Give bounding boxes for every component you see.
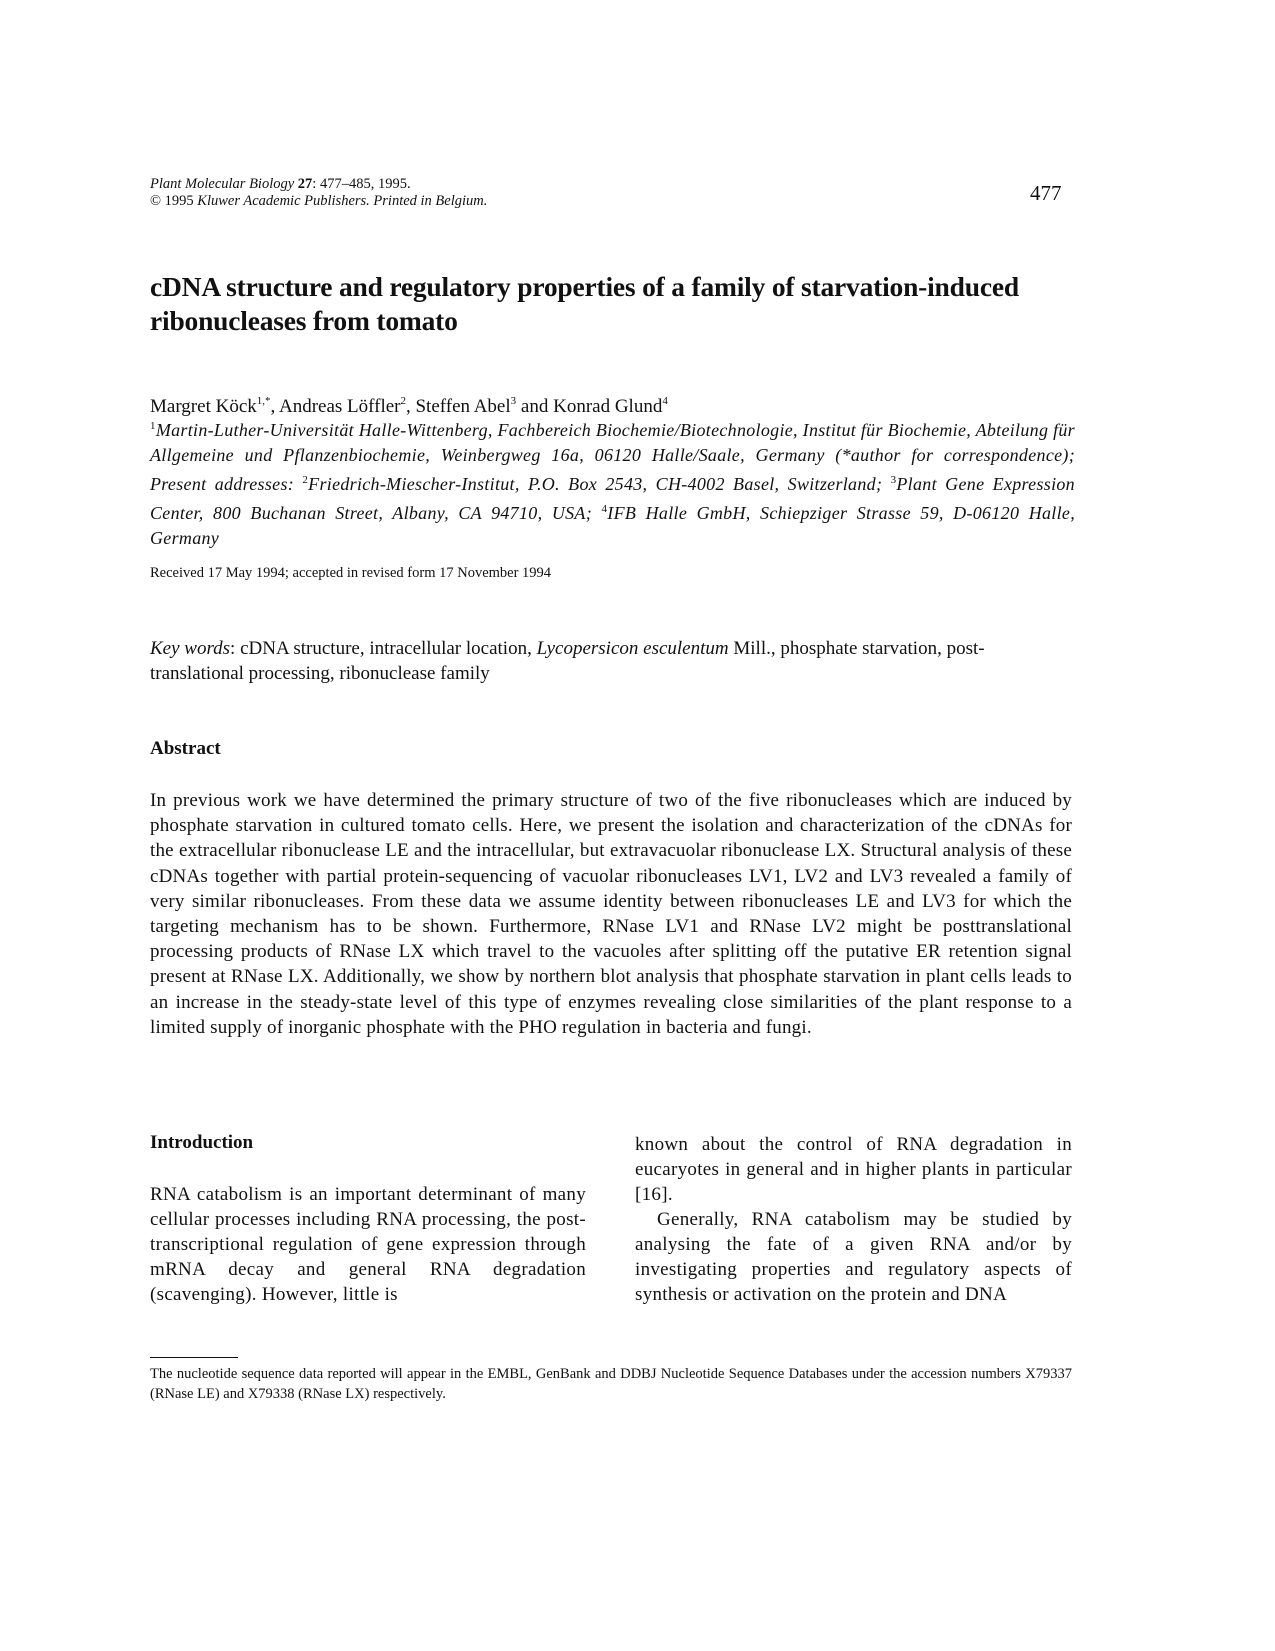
abstract-text: In previous work we have determined the primary structure of two of the five ribonucleases which are induced by phosphate starvation in cultured tomato cells. Here, we present the isolation and characterization of the cDNAs for the extracellular ribonuclease LE and the intracellular, but extravacuolar ribonuclease LX. Structural analysis of these cDNAs together with partial protein-sequencing of vacuolar ribonucleases LV1, LV2 and LV3 revealed a family of very similar ribonucleases. From these data we assume identity between ribonucleases LE and LV3 for which the targeting mechanism has to be shown. Furthermore, RNase LV1 and RNase LV2 might be posttranslational processing products of RNase LX which travel to the vacuoles after splitting off the putative ER retention signal present at RNase LX. Additionally, we show by northern blot analysis that phosphate starvation in plant cells leads to an increase in the steady-state level of this type of enzymes revealing close similarities of the plant response to a limited supply of inorganic phosphate with the PHO regulation in bacteria and fungi. bbox=[150, 790, 1072, 1038]
affiliation-3: Plant Gene Expression Center, 800 Buchanan Street, Albany, CA 94710, USA; bbox=[150, 474, 1075, 523]
author: Konrad Glund bbox=[553, 396, 663, 417]
paragraph: known about the control of RNA degradation in eucaryotes in general and in higher plants in particular [16]. bbox=[635, 1134, 1072, 1205]
author: Margret Köck bbox=[150, 396, 257, 417]
received-dates: Received 17 May 1994; accepted in revised form 17 November 1994 bbox=[150, 565, 552, 581]
paper-title: cDNA structure and regulatory properties of a family of starvation-induced ribonucleases from tomato bbox=[150, 271, 1019, 336]
affiliation-4: IFB Halle GmbH, Schiepziger Strasse 59, D-06120 Halle, Germany bbox=[150, 503, 1075, 548]
introduction-right-column bbox=[635, 1132, 1072, 1307]
author-sup: 4 bbox=[662, 395, 668, 407]
journal-line-1 bbox=[150, 176, 487, 193]
paragraph: RNA catabolism is an important determinant of many cellular processes including RNA processing, the post-transcriptional regulation of gene expression through mRNA decay and general RNA degradation (scavenging). However, little is bbox=[150, 1184, 586, 1305]
journal-line-2 bbox=[150, 193, 487, 210]
journal-pages-year: : 477–485, 1995. bbox=[312, 176, 411, 192]
journal-volume: 27 bbox=[297, 176, 313, 192]
keywords-species: Lycopersicon esculentum bbox=[536, 638, 729, 659]
author-list: Margret Köck$^{1,*}$, Andreas Löffler$^2$, Steffen Abel$^3$ and Konrad Glund$^4$ bbox=[150, 395, 668, 417]
journal-citation bbox=[150, 176, 487, 210]
author: Andreas Löffler bbox=[278, 396, 401, 417]
copyright: © 1995 bbox=[150, 193, 194, 209]
author: Steffen Abel bbox=[415, 396, 511, 417]
page-number: 477 bbox=[1030, 181, 1062, 205]
affiliations: $^1$Martin-Luther-Universität Halle-Wittenberg, Fachbereich Biochemie/Biotechnologie, Institut für Biochemie, Abteilung für Allgemeine und Pflanzenbiochemie, Weinbergweg 16a, 06120 Halle/Saale, Germany (*author for correspondence); Present addresses: $^2$Friedrich-Miescher-Institut, P.O. Box 2543, CH-4002 Basel, Switzerland; $^3$Plant Gene Expression Center, 800 Buchanan Street, Albany, CA 94710, USA; $^4$IFB Halle GmbH, Schiepziger Strasse 59, D-06120 Halle, Germany bbox=[150, 420, 1075, 548]
affiliation-2: Friedrich-Miescher-Institut, P.O. Box 2543, CH-4002 Basel, Switzerland; bbox=[308, 474, 891, 494]
author-sup: 2 bbox=[400, 395, 406, 407]
affiliation-1: Martin-Luther-Universität Halle-Wittenberg, Fachbereich Biochemie/Biotechnologie, Institut für Biochemie, Abteilung für Allgemeine und Pflanzenbiochemie, Weinbergweg 16a, 06120 Halle/Saale, Germany (*author for correspondence); Present addresses: bbox=[150, 420, 1075, 494]
introduction-heading: Introduction bbox=[150, 1132, 254, 1153]
footnote-divider bbox=[150, 1357, 238, 1358]
journal-name: Plant Molecular Biology bbox=[150, 176, 295, 192]
publisher: Kluwer Academic Publishers. Printed in Belgium. bbox=[197, 193, 488, 209]
abstract-heading: Abstract bbox=[150, 738, 221, 759]
footnote: The nucleotide sequence data reported will appear in the EMBL, GenBank and DDBJ Nucleotide Sequence Databases under the accession numbers X79337 (RNase LE) and X79338 (RNase LX) respectively. bbox=[150, 1366, 1072, 1402]
introduction-left-column bbox=[150, 1182, 586, 1307]
keywords: Key words: cDNA structure, intracellular location, Lycopersicon esculentum Mill., phosphate starvation, post-translational processing, ribonuclease family bbox=[150, 638, 985, 684]
author-sup: 3 bbox=[510, 395, 517, 407]
author-sup: 1,* bbox=[256, 395, 271, 407]
keywords-label: Key words bbox=[150, 638, 231, 659]
paragraph: Generally, RNA catabolism may be studied by analysing the fate of a given RNA and/or by investigating properties and regulatory aspects of synthesis or activation on the protein and DNA bbox=[635, 1209, 1072, 1305]
